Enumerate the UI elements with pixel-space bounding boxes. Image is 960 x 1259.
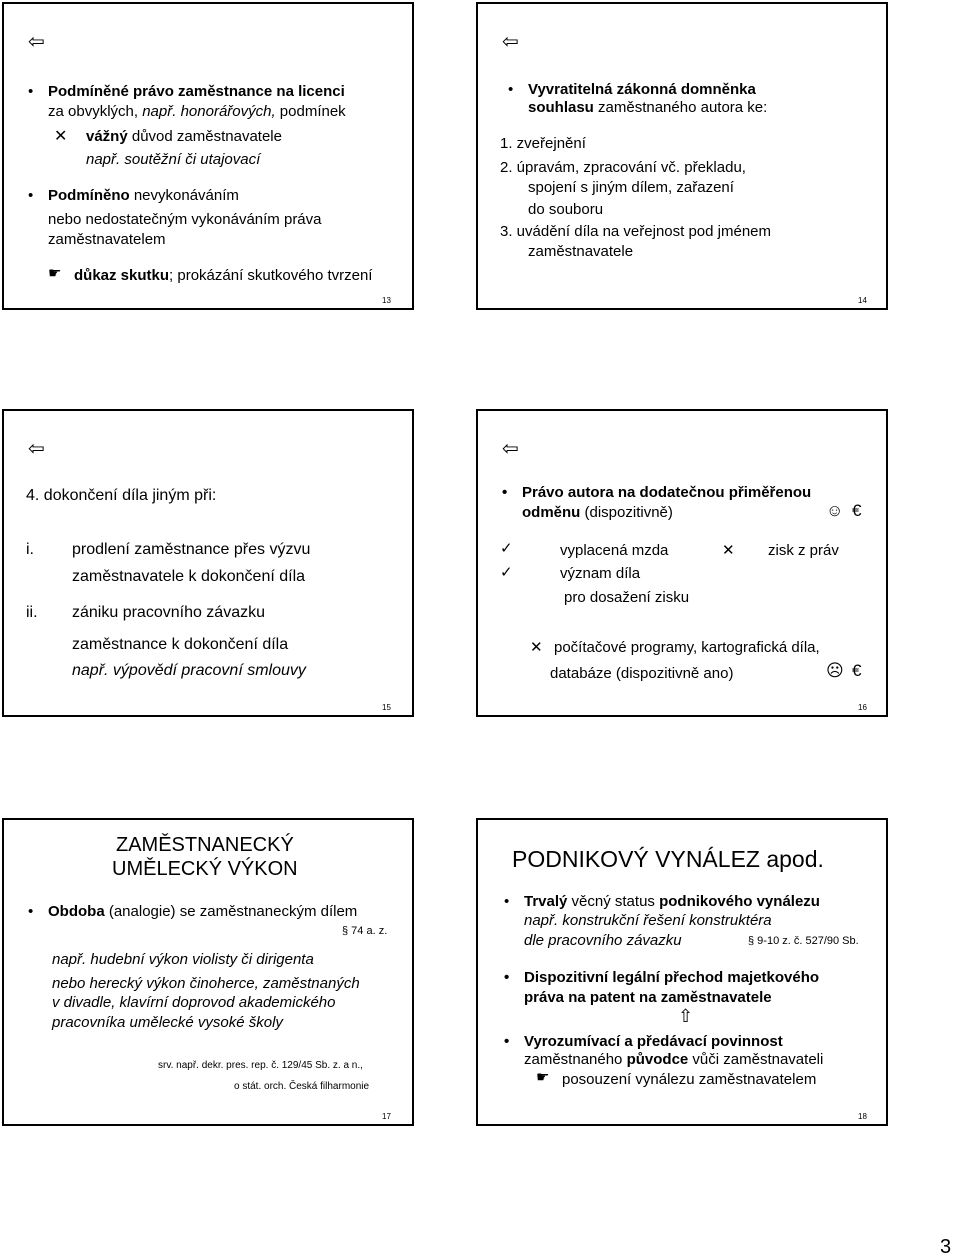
- slide-number: 13: [382, 296, 391, 305]
- slide-number: 17: [382, 1112, 391, 1121]
- text-line: zaměstnavatelem: [48, 231, 166, 248]
- slide-15: [2, 409, 414, 717]
- slide-18: [476, 818, 888, 1126]
- text-line: prodlení zaměstnance přes výzvu: [72, 541, 311, 558]
- text-line: např. hudební výkon violisty či dirigenta: [52, 951, 314, 968]
- text-line: odměnu (dispozitivně): [522, 504, 673, 521]
- text-line: počítačové programy, kartografická díla,: [554, 639, 820, 656]
- euro-icon: €: [852, 501, 862, 520]
- slide-title: ZAMĚSTNANECKÝ: [116, 834, 294, 856]
- list-item: 3. uvádění díla na veřejnost pod jménem: [500, 223, 772, 240]
- left-arrow-icon: ⇦: [28, 31, 45, 53]
- list-item: 2. úpravám, zpracování vč. překladu,: [500, 159, 746, 176]
- reference: § 74 a. z.: [342, 925, 388, 937]
- bullet-povinnost: • Vyrozumívací a předávací povinnost: [524, 1032, 783, 1051]
- pointing-hand-icon: ☛: [536, 1069, 550, 1086]
- cross-icon: ✕: [54, 128, 68, 145]
- bullet-domnenka: • Vyvratitelná zákonná domněnka: [528, 80, 756, 99]
- left-arrow-icon: ⇦: [502, 438, 519, 460]
- text-line: např. výpovědí pracovní smlouvy: [72, 662, 306, 679]
- check-icon: ✓: [500, 564, 513, 581]
- list-item: 1. zveřejnění: [500, 135, 586, 152]
- text-line: posouzení vynálezu zaměstnavatelem: [562, 1071, 817, 1088]
- slide-number: 18: [858, 1112, 867, 1121]
- pointing-hand-icon: ☛: [48, 265, 62, 282]
- bullet-obdoba: • Obdoba (analogie) se zaměstnaneckým dílem: [48, 902, 357, 921]
- bullet-podmineno: • Podmíněno nevykonáváním: [48, 186, 239, 205]
- text-line: zaměstnaného původce vůči zaměstnavateli: [524, 1051, 824, 1068]
- text-line: databáze (dispozitivně ano): [550, 665, 734, 682]
- cross-icon: ✕: [530, 639, 543, 656]
- text-line: dle pracovního závazku: [524, 932, 682, 949]
- left-arrow-icon: ⇦: [28, 438, 45, 460]
- list-head: 4. dokončení díla jiným při:: [26, 487, 217, 504]
- slide-number: 14: [858, 296, 867, 305]
- up-arrow-icon: ⇧: [678, 1006, 694, 1026]
- text-line: význam díla: [560, 565, 641, 582]
- text-line: vyplacená mzda: [560, 542, 669, 559]
- reference: § 9-10 z. č. 527/90 Sb.: [748, 935, 859, 947]
- slide-number: 15: [382, 703, 391, 712]
- euro-icon: €: [852, 661, 862, 680]
- text-line: důkaz skutku; prokázání skutkového tvrzení: [74, 267, 373, 284]
- bullet-odmena: • Právo autora na dodatečnou přiměřenou: [522, 483, 811, 502]
- text-line: souhlasu zaměstnaného autora ke:: [528, 99, 768, 116]
- slide-13: [2, 2, 414, 310]
- item-number: i.: [26, 541, 34, 558]
- slide-number: 16: [858, 703, 867, 712]
- text-line: do souboru: [528, 201, 604, 218]
- text-line: pracovníka umělecké vysoké školy: [52, 1014, 283, 1031]
- text-line: např. soutěžní či utajovací: [86, 151, 261, 168]
- page-number: 3: [940, 1236, 952, 1258]
- bullet-prechod: • Dispozitivní legální přechod majetkového: [524, 968, 819, 987]
- frown-icon: ☹: [826, 661, 844, 680]
- slide-title: PODNIKOVÝ VYNÁLEZ apod.: [512, 846, 824, 872]
- text-line: např. konstrukční řešení konstruktéra: [524, 912, 772, 929]
- text-line: zániku pracovního závazku: [72, 604, 265, 621]
- text-line: pro dosažení zisku: [564, 589, 690, 606]
- source-note: srv. např. dekr. pres. rep. č. 129/45 Sb. z. a n.,: [158, 1060, 363, 1071]
- text-line: spojení s jiným dílem, zařazení: [528, 179, 734, 196]
- slide-14: [476, 2, 888, 310]
- text-line: zaměstnance k dokončení díla: [72, 636, 289, 653]
- check-icon: ✓: [500, 540, 513, 557]
- slide-16: [476, 409, 888, 717]
- text-line: v divadle, klavírní doprovod akademického: [52, 994, 336, 1011]
- text-line: zaměstnavatele: [528, 243, 634, 260]
- text-line: za obvyklých, např. honorářových, podmínek: [48, 103, 346, 120]
- item-number: ii.: [26, 604, 38, 621]
- smiley-icon: ☺: [826, 501, 844, 520]
- text-line: vážný důvod zaměstnavatele: [86, 128, 282, 145]
- slide-17: [2, 818, 414, 1126]
- text-line: zaměstnavatele k dokončení díla: [72, 568, 306, 585]
- cross-icon: ✕: [722, 542, 735, 559]
- text-line: zisk z práv: [768, 542, 839, 559]
- left-arrow-icon: ⇦: [502, 31, 519, 53]
- text-line: nebo herecký výkon činoherce, zaměstnaných: [52, 975, 360, 992]
- bullet-licence: • Podmíněné právo zaměstnance na licenci: [48, 82, 345, 101]
- source-note: o stát. orch. Česká filharmonie: [234, 1081, 370, 1092]
- text-line: nebo nedostatečným vykonáváním práva: [48, 211, 322, 228]
- bullet-trvaly: • Trvalý věcný status podnikového vynálezu: [524, 892, 820, 911]
- text-line: práva na patent na zaměstnavatele: [524, 989, 772, 1006]
- slide-title: UMĚLECKÝ VÝKON: [112, 858, 298, 880]
